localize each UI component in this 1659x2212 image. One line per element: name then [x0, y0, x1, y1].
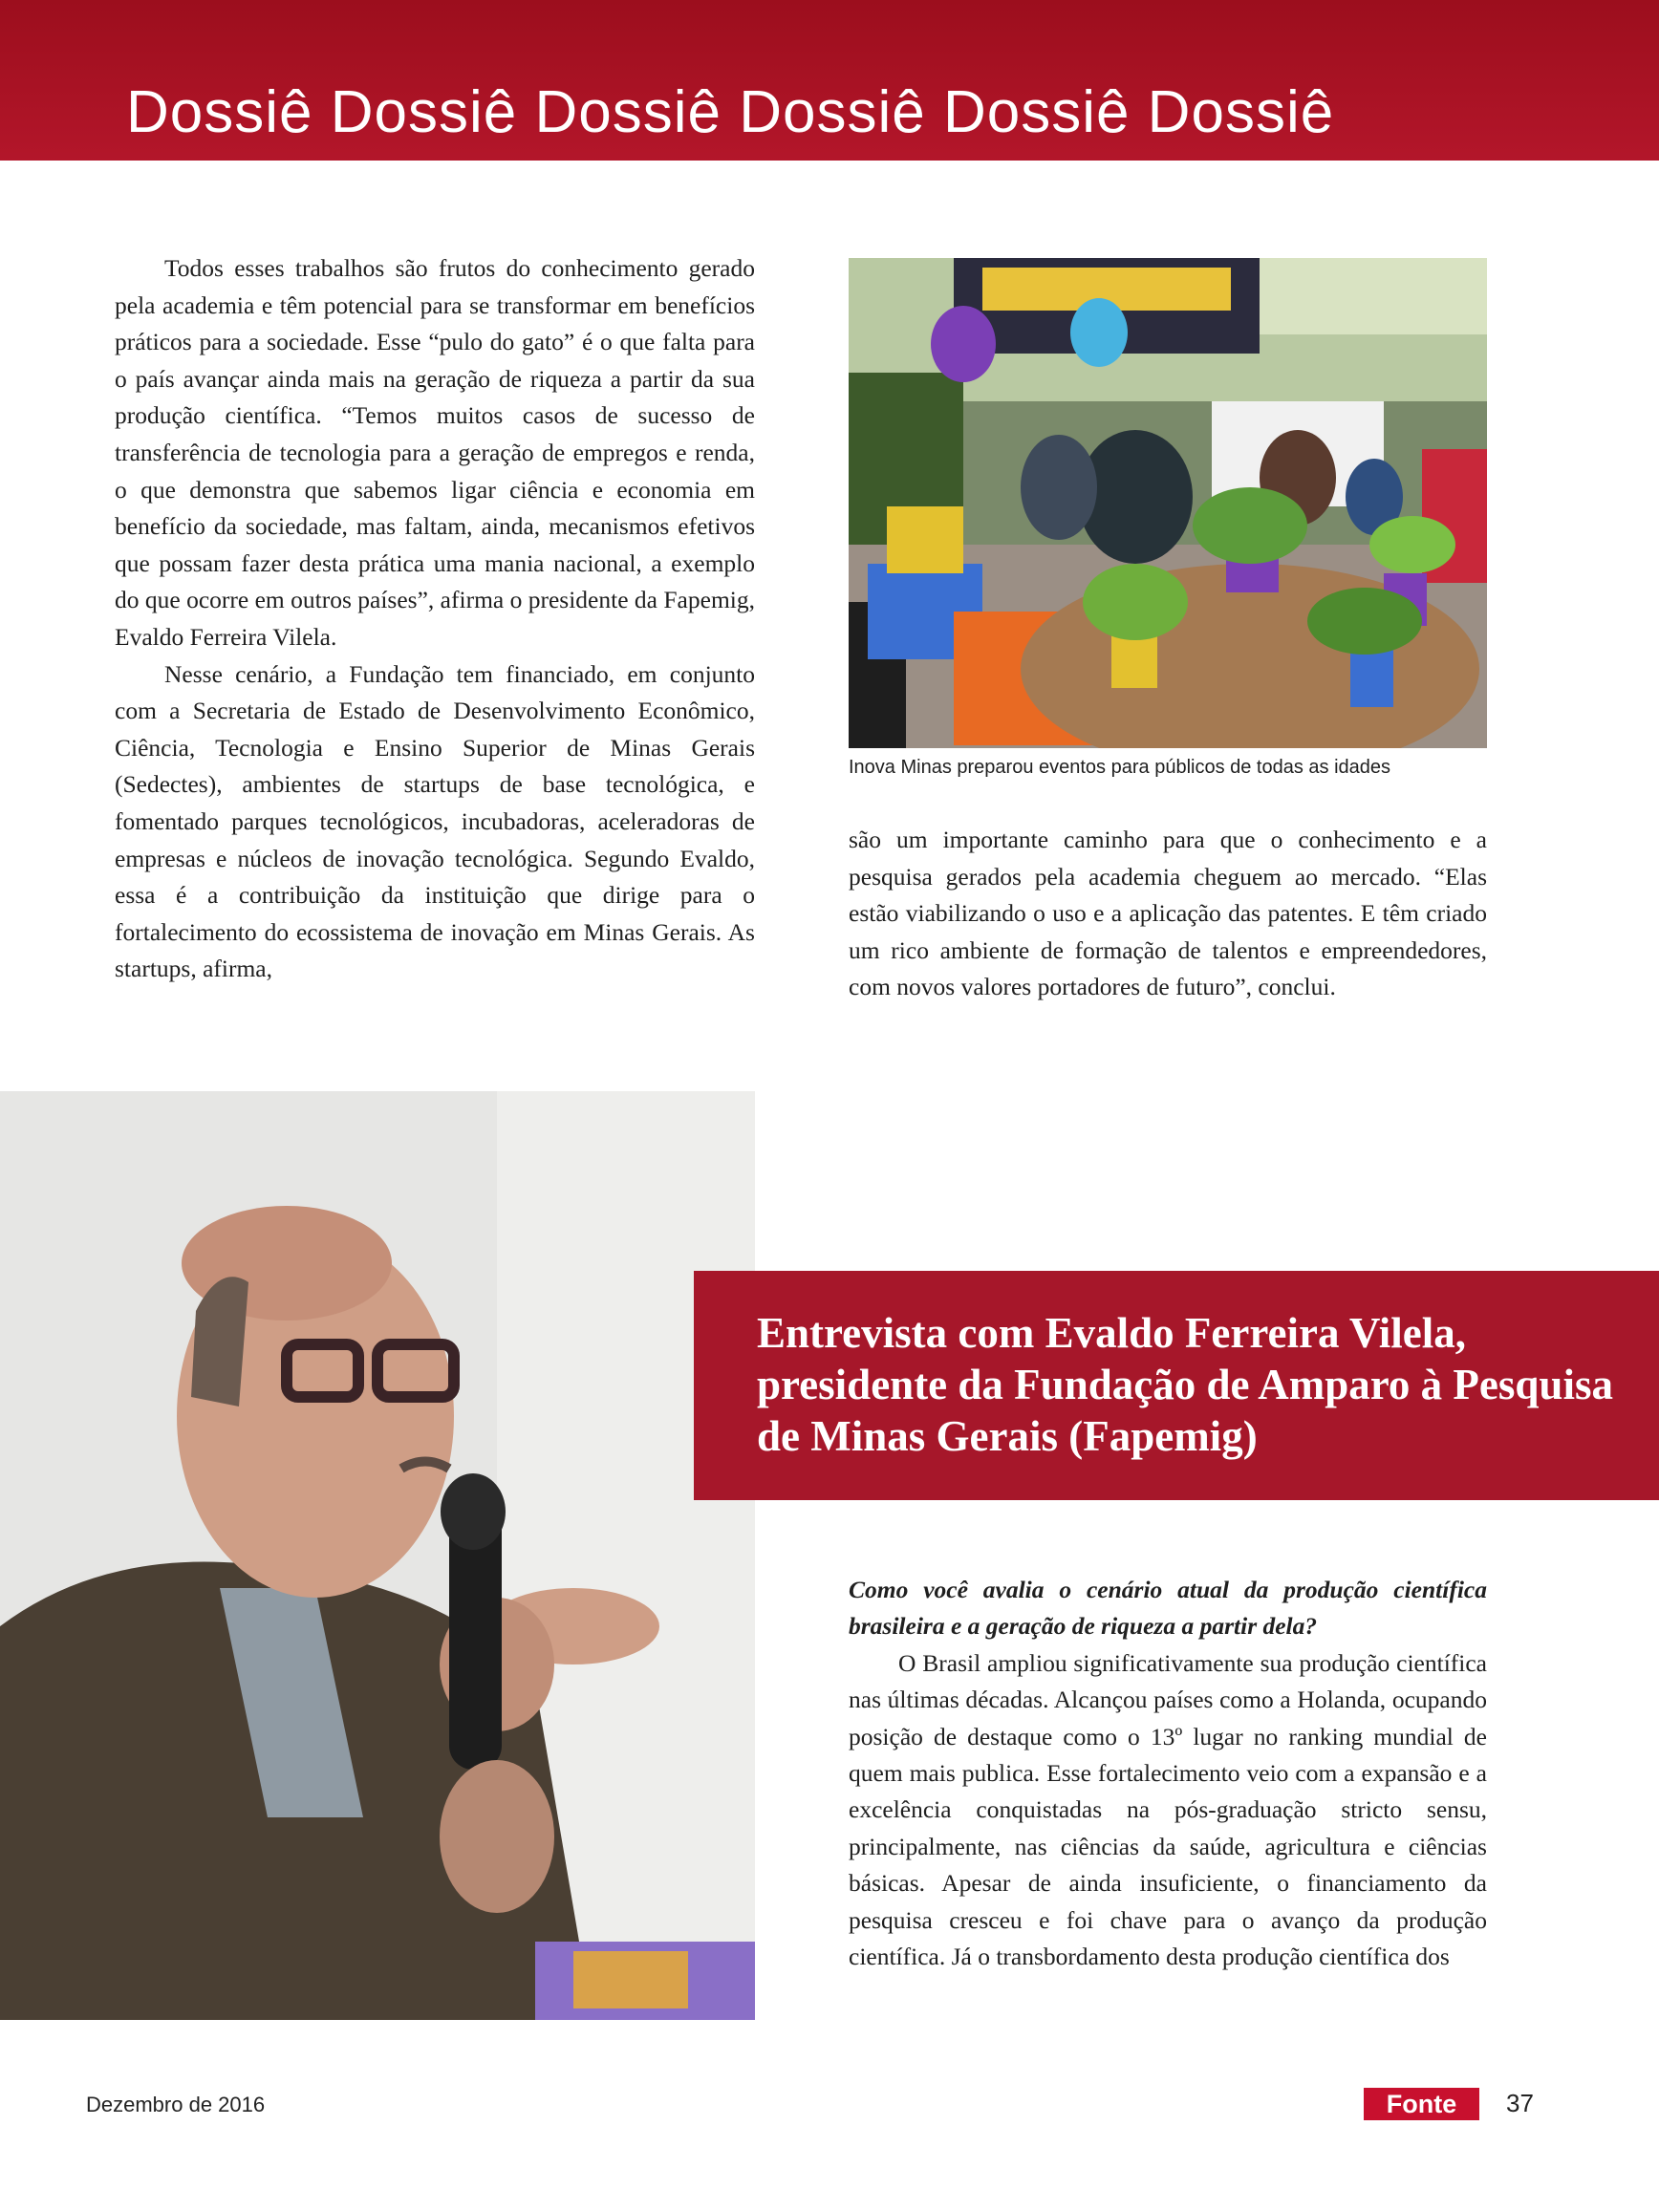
footer-date: Dezembro de 2016 [86, 2093, 266, 2116]
article-right-column [849, 822, 1487, 1006]
interview-question: Como você avalia o cenário atual da produção científica brasileira e a geração de riqueza a partir dela? [849, 1576, 1487, 1641]
event-photo [849, 258, 1487, 748]
article-paragraph: Todos esses trabalhos são frutos do conhecimento gerado pela academia e têm potencial para se transformar em benefícios práticos para a sociedade. Esse “pulo do gato” é o que falta para o país avançar ainda mais na geração de riqueza a partir da sua produção científica. “Temos muitos casos de sucesso de transferência de tecnologia para a geração de empregos e renda, o que demonstra que sabemos ligar ciência e economia em benefício da sociedade, mas faltam, ainda, mecanismos efetivos que possam fazer desta prática uma mania nacional, a exemplo do que ocorre em outros países”, afirma o presidente da Fapemig, Evaldo Ferreira Vilela. [115, 254, 755, 651]
article-paragraph: Nesse cenário, a Fundação tem financiado, em conjunto com a Secretaria de Estado de Desenvolvimento Econômico, Ciência, Tecnologia e Ensino Superior de Minas Gerais (Sedectes), ambientes de startups de base tecnológica, e fomentado parques tecnológicos, incubadoras, aceleradoras de empresas e núcleos de inovação tecnológica. Segundo Evaldo, essa é a contribuição da instituição que dirige para o fortalecimento do ecossistema de inovação em Minas Gerais. As startups, afirma, [115, 659, 755, 983]
interview-title-box [694, 1271, 1659, 1500]
page-number: 37 [1506, 2089, 1534, 2117]
portrait-photo [0, 1091, 755, 2020]
article-left-column [115, 250, 755, 988]
interview-title: Entrevista com Evaldo Ferreira Vilela, presidente da Fundação de Amparo à Pesquisa de Minas Gerais (Fapemig) [757, 1309, 1613, 1460]
magazine-logo: Fonte [1364, 2088, 1479, 2120]
photo-caption: Inova Minas preparou eventos para públicos de todas as idades [849, 757, 1391, 778]
interview-answer: O Brasil ampliou significativamente sua produção científica nas últimas décadas. Alcançou países como a Holanda, ocupando posição de destaque como o 13º lugar no ranking mundial de quem mais publica. Esse fortalecimento veio com a expansão e a excelência conquistadas na pós-graduação stricto sensu, principalmente, nas ciências da saúde, agricultura e ciências básicas. Apesar de ainda insuficiente, o financiamento da pesquisa cresceu e foi chave para o avanço da produção científica. Já o transbordamento desta produção científica dos [849, 1648, 1487, 1971]
section-title: Dossiê Dossiê Dossiê Dossiê Dossiê Dossiê [126, 79, 1335, 145]
interview-body [849, 1572, 1487, 1975]
article-paragraph: são um importante caminho para que o conhecimento e a pesquisa gerados pela academia cheguem ao mercado. “Elas estão viabilizando o uso e a aplicação das patentes. E têm criado um rico ambiente de formação de talentos e empreendedores, com novos valores portadores de futuro”, conclui. [849, 826, 1487, 1001]
section-header-band [0, 0, 1659, 161]
